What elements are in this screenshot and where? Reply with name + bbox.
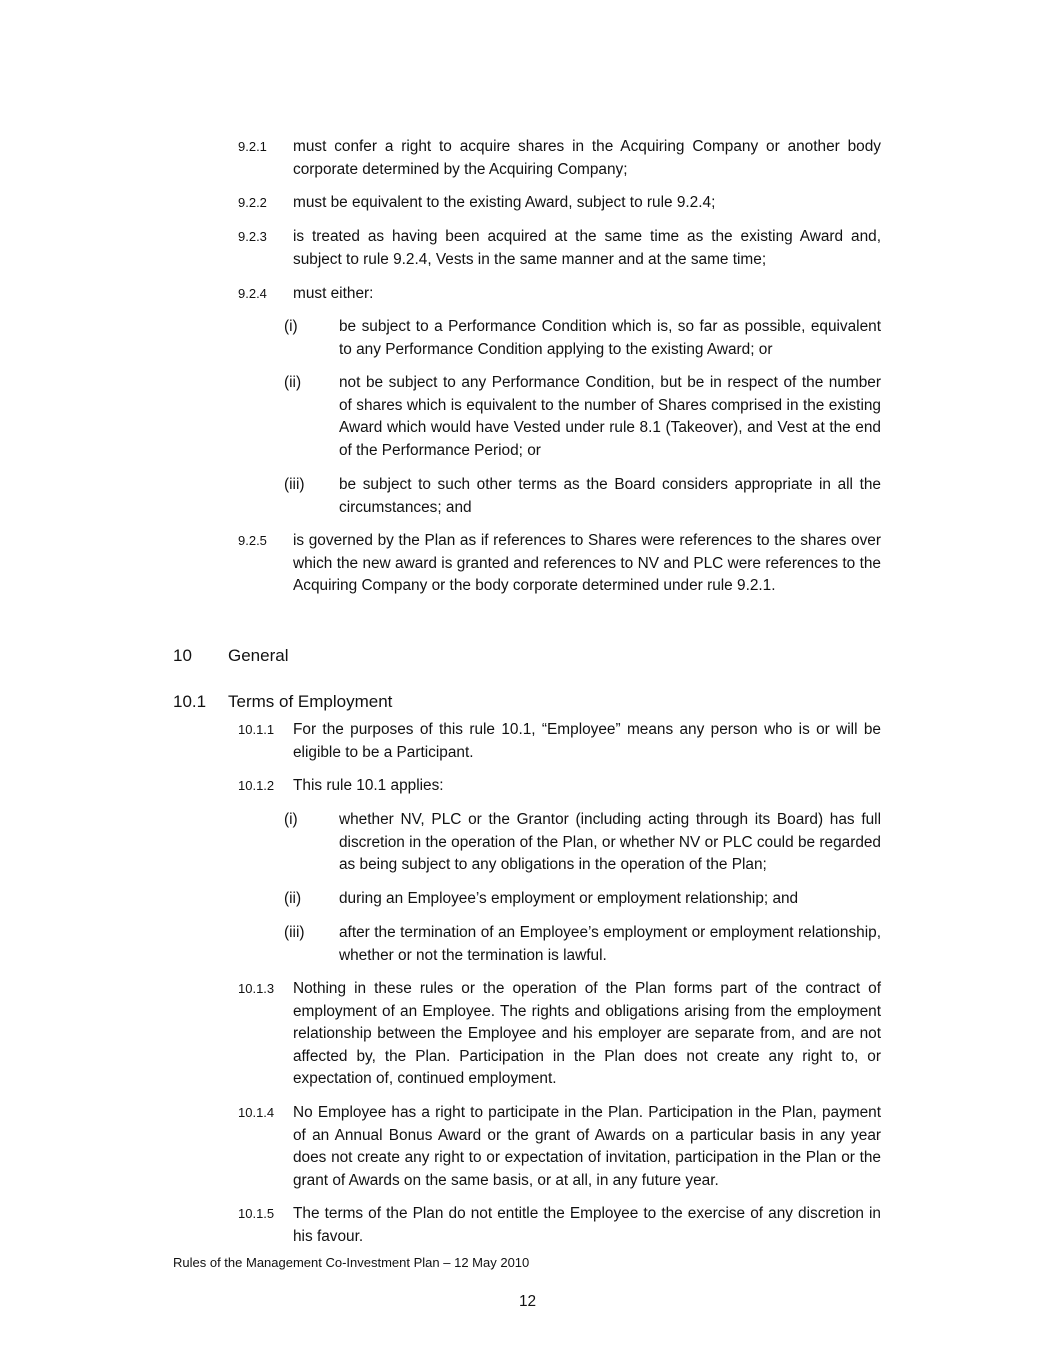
section-10-number: 10 <box>173 646 192 665</box>
clause-number: 10.1.1 <box>238 722 275 737</box>
subclause-text: not be subject to any Performance Condition, but be in respect of the number of shares which is equivalent to the number of Shares comprised in the existing Award which would have Vested under rule 8.1 (Takeover), and Vest at the end of the Performance Period; or <box>339 374 881 459</box>
page-number: 12 <box>518 1293 537 1310</box>
clause-text: is treated as having been acquired at the same time as the existing Award and, subject to rule 9.2.4, Vests in the same manner and at the same time; <box>293 228 881 268</box>
subclause-text: be subject to such other terms as the Board considers appropriate in all the circumstances; and <box>339 476 881 516</box>
subclause-text: after the termination of an Employee’s employment or employment relationship, whether or not the termination is lawful. <box>339 924 881 964</box>
clause-number: 10.1.3 <box>238 981 275 996</box>
clause-number: 10.1.2 <box>238 778 275 793</box>
subclause-text: whether NV, PLC or the Grantor (including acting through its Board) has full discretion in the operation of the Plan, or whether NV or PLC could be regarded as being subject to any obligations in the operation of the Plan; <box>339 811 881 874</box>
subclause-number: (i) <box>284 811 298 828</box>
clause-text: must confer a right to acquire shares in the Acquiring Company or another body corporate determined by the Acquiring Company; <box>293 138 881 178</box>
clause-number: 9.2.2 <box>238 195 267 210</box>
clause-text: The terms of the Plan do not entitle the Employee to the exercise of any discretion in his favour. <box>293 1205 881 1245</box>
subclause-number: (ii) <box>284 890 302 907</box>
clause-text: This rule 10.1 applies: <box>293 777 444 794</box>
clause-text: No Employee has a right to participate in the Plan. Participation in the Plan, payment of an Annual Bonus Award or the grant of Awards on a particular basis in any year does not create any right to or expectation of invitation, participation in the Plan or the grant of Awards on the same basis, or at all, in any future year. <box>293 1104 881 1189</box>
section-10-title: General <box>228 646 289 665</box>
subclause-number: (iii) <box>284 924 305 941</box>
subclause-number: (i) <box>284 318 298 335</box>
clause-number: 9.2.5 <box>238 533 267 548</box>
footer-text: Rules of the Management Co-Investment Plan – 12 May 2010 <box>173 1255 530 1270</box>
clause-number: 10.1.4 <box>238 1105 275 1120</box>
clause-text: must either: <box>293 285 374 302</box>
subclause-number: (ii) <box>284 374 302 391</box>
section-10-1-title: Terms of Employment <box>228 692 393 711</box>
clause-number: 10.1.5 <box>238 1206 275 1221</box>
clause-text: Nothing in these rules or the operation of the Plan forms part of the contract of employment of an Employee. The rights and obligations arising from the employment relationship between the Employee and his employer are separate from, and are not affected by, the Plan. Participation in the Plan does not create any right to, or expectation of, continued employment. <box>293 980 881 1088</box>
clause-text: must be equivalent to the existing Award, subject to rule 9.2.4; <box>293 194 716 211</box>
clause-number: 9.2.4 <box>238 286 267 301</box>
subclause-number: (iii) <box>284 476 305 493</box>
subclause-text: during an Employee’s employment or employment relationship; and <box>339 890 799 907</box>
subclause-text: be subject to a Performance Condition which is, so far as possible, equivalent to any Performance Condition applying to the existing Award; or <box>339 318 881 358</box>
section-10-1-number: 10.1 <box>173 692 207 711</box>
clause-number: 9.2.3 <box>238 229 267 244</box>
clause-number: 9.2.1 <box>238 139 267 154</box>
clause-text: is governed by the Plan as if references to Shares were references to the shares over which the new award is granted and references to NV and PLC were references to the Acquiring Company or the body corporate determined under rule 9.2.1. <box>293 532 881 595</box>
clause-text: For the purposes of this rule 10.1, “Employee” means any person who is or will be eligible to be a Participant. <box>293 721 881 761</box>
